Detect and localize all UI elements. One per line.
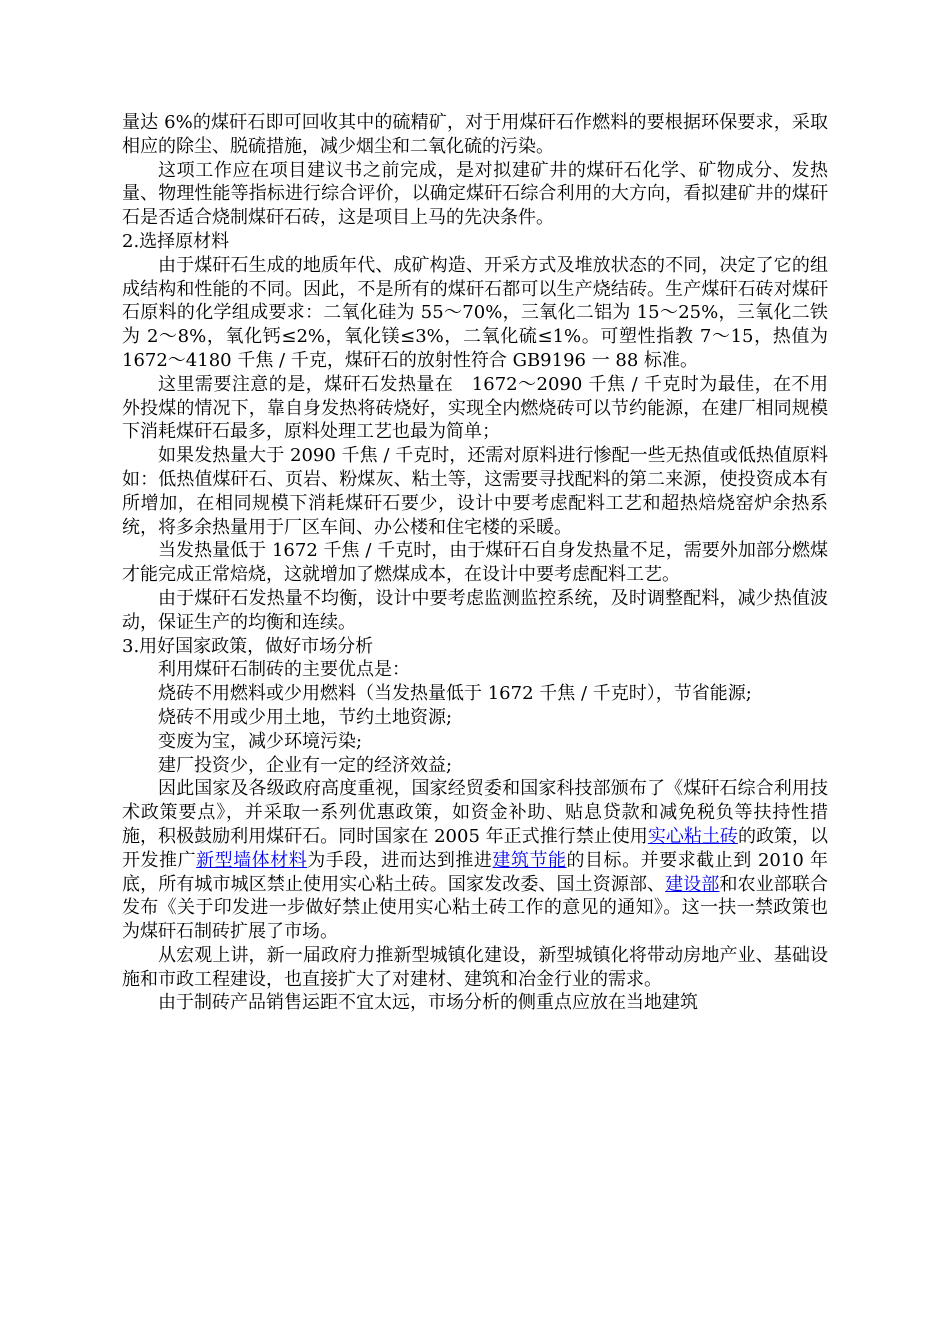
list-item-advantage: 变废为宝，减少环境污染; <box>158 730 363 752</box>
paragraph-market-analysis: 由于制砖产品销售运距不宜太远，市场分析的侧重点应放在当地建筑 <box>158 992 698 1014</box>
section-heading-raw-materials: 2.选择原材料 <box>122 230 230 252</box>
paragraph-uneven-heat: 由于煤矸石发热量不均衡，设计中要考虑监测监控系统，及时调整配料，减少热值波动，保证生产的均衡和连续。 <box>122 587 828 633</box>
policy-text: 为手段，进而达到推进 <box>307 849 493 871</box>
paragraph-low-heat: 当发热量低于 1672 千焦 / 千克时，由于煤矸石自身发热量不足，需要外加部分燃煤才能完成正常焙烧，这就增加了燃煤成本，在设计中要考虑配料工艺。 <box>122 540 828 586</box>
list-item-advantage: 烧砖不用或少用土地，节约土地资源; <box>158 706 453 728</box>
link-new-wall-materials[interactable]: 新型墙体材料 <box>196 849 308 871</box>
policy-text: 的目标。并要求截止到 2010 年底，所有城市城区禁止使用实心粘土砖。国家发改委、国土资源部、 <box>122 849 829 895</box>
paragraph-government-policy <box>122 777 828 944</box>
link-building-energy-saving[interactable]: 建筑节能 <box>492 849 567 871</box>
link-ministry-of-construction[interactable]: 建设部 <box>665 873 720 895</box>
document-body <box>122 111 828 1015</box>
list-item-advantage: 建厂投资少，企业有一定的经济效益; <box>158 754 453 776</box>
section-heading-policy-market: 3.用好国家政策，做好市场分析 <box>122 635 374 657</box>
paragraph-macro-view: 从宏观上讲，新一届政府力推新型城镇化建设，新型城镇化将带动房地产业、基础设施和市政工程建设，也直接扩大了对建材、建筑和冶金行业的需求。 <box>122 944 828 990</box>
policy-text: 因此国家及各级政府高度重视，国家经贸委和国家科技部颁布了《煤矸石综合利用技术政策要点》，并采取一系列优惠政策，如资金补助、贴息贷款和减免税负等扶持性措施，积极鼓励利用煤矸石。同时国家在 2005 年正式推行禁止使用 <box>122 778 828 847</box>
policy-text: 和农业部联合发布《关于印发进一步做好禁止使用实心粘土砖工作的意见的通知》。这一扶一禁政策也为煤矸石制砖扩展了市场。 <box>122 873 829 943</box>
paragraph-optimal-heat: 这里需要注意的是，煤矸石发热量在 1672～2090 千焦 / 千克时为最佳，在不用外投煤的情况下，靠自身发热将砖烧好，实现全内燃烧砖可以节约能源，在建厂相同规模下消耗煤矸石最多，原料处理工艺也最为简单； <box>122 373 828 443</box>
link-solid-clay-brick[interactable]: 实心粘土砖 <box>647 825 738 847</box>
paragraph-continuation: 量达 6%的煤矸石即可回收其中的硫精矿，对于用煤矸石作燃料的要根据环保要求，采取相应的除尘、脱硫措施，减少烟尘和二氧化硫的污染。 <box>122 112 828 157</box>
policy-text: 的政策，以开发推广 <box>122 825 829 871</box>
paragraph-high-heat: 如果发热量大于 2090 千焦 / 千克时，还需对原料进行惨配一些无热值或低热值原料如：低热值煤矸石、页岩、粉煤灰、粘土等，这需要寻找配料的第二来源，使投资成本有所增加，在相同规模下消耗煤矸石要少，设计中要考虑配料工艺和超热焙烧窑炉余热系统，将多余热量用于厂区车间、办公楼和住宅楼的采暖。 <box>122 445 828 538</box>
list-item-advantage: 烧砖不用燃料或少用燃料（当发热量低于 1672 千焦 / 千克时），节省能源; <box>158 683 752 705</box>
paragraph-raw-material-requirements: 由于煤矸石生成的地质年代、成矿构造、开采方式及堆放状态的不同，决定了它的组成结构和性能的不同。因此，不是所有的煤矸石都可以生产烧结砖。生产煤矸石砖对煤矸石原料的化学组成要求：二氧化硅为 55～70%，三氧化二铝为 15～25%，三氧化二铁为 2～8%，氧化钙≤2%，氧化镁≤3%，二氧化硫≤1%。可塑性指教 7～15，热值为 1672～4180 千焦 / 千克，煤矸石的放射性符合 GB9196 一 88 标准。 <box>122 254 828 371</box>
paragraph-feasibility: 这项工作应在项目建议书之前完成，是对拟建矿井的煤矸石化学、矿物成分、发热量、物理性能等指标进行综合评价，以确定煤矸石综合利用的大方向，看拟建矿井的煤矸石是否适合烧制煤矸石砖，这是项目上马的先决条件。 <box>122 159 828 229</box>
paragraph-advantages-intro: 利用煤矸石制砖的主要优点是： <box>158 659 410 681</box>
